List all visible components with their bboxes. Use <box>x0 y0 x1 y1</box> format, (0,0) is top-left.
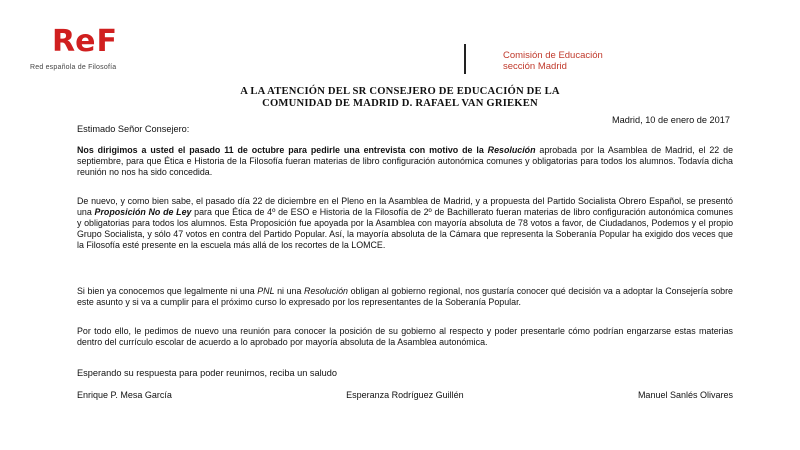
paragraph-2 <box>77 196 733 251</box>
commission-name <box>503 50 603 72</box>
paragraph-4 <box>77 326 733 348</box>
paragraph-3 <box>77 286 733 308</box>
p4-text: Por todo ello, le pedimos de nuevo una reunión para conocer la posición de su gobierno al respecto y poder presentarle cómo podrían engarzarse estas materias dentro del currículo escolar de acuerdo a lo aprobado por mayoría absoluta de la Asamblea autonómica. <box>77 326 733 347</box>
commission-line2: sección Madrid <box>503 61 567 72</box>
p2-intro: De nuevo, y como bien sabe, el pasado día 22 de diciembre en el Pleno en la Asamblea de Madrid, y a propuesta del Partido Socialista Obrero Español, se presentó una <box>77 196 733 217</box>
heading-line2: COMUNIDAD DE MADRID D. RAFAEL VAN GRIEKEN <box>262 98 538 109</box>
p3-em1: PNL <box>257 286 275 296</box>
header-divider <box>464 44 466 74</box>
ref-logo <box>30 26 180 71</box>
p3-em2: Resolución <box>304 286 348 296</box>
salutation: Estimado Señor Consejero: <box>77 124 190 134</box>
p2-em1: Proposición No de Ley <box>94 207 192 217</box>
p1-em1: Resolución <box>487 145 536 155</box>
logo-subtitle: Red española de Filosofía <box>30 64 117 71</box>
signature-1: Enrique P. Mesa García <box>77 390 172 400</box>
logo-initial: R <box>52 24 76 59</box>
p2-rest: para que Ética de 4º de ESO e Historia de la Filosofía de 2º de Bachillerato fueran materias de libro configuración autonómica comunes y obligatorias para todos los alumnos. Esta Proposición fue apoyada por la Asamblea con mayoría absoluta de 78 votos a favor, de Ciudadanos, Podemos y el propio Grupo Socialista, y sólo 47 votos en contra del Partido Popular. Así, la mayoría absoluta de la Cámara que representa la Soberanía Popular ha exigido dos veces que la Filosofía esté presente en la escuela más allá de los recortes de la LOMCE. <box>77 207 733 250</box>
paragraph-1 <box>77 145 733 178</box>
signature-3: Manuel Sanlés Olivares <box>637 390 733 400</box>
p3-intro: Si bien ya conocemos que legalmente ni una <box>77 286 258 296</box>
p1-rest: aprobada por la Asamblea de Madrid, el 22 de septiembre, para que Ética e Historia de la Filosofía fueran materias de libro configuración autonómica comunes y obligatorias para todos los alumnos. Todavía dicha reunión no nos ha sido concedida. <box>77 145 734 177</box>
p3-mid: ni una <box>274 286 305 296</box>
signature-2: Esperanza Rodríguez Guillén <box>346 390 464 400</box>
logo-wordmark <box>30 26 180 58</box>
logo-rest: eF <box>75 24 118 59</box>
closing-line: Esperando su respuesta para poder reunirnos, reciba un saludo <box>77 368 337 378</box>
p1-intro: Nos dirigimos a usted el pasado 11 de octubre para pedirle una entrevista con motivo de la <box>77 145 488 155</box>
p3-rest: obligan al gobierno regional, nos gustaría conocer qué decisión va a adoptar la Consejería sobre este asunto y si va a cumplir para el próximo curso lo expresado por los representantes de la Soberanía Popular. <box>77 286 733 307</box>
letter-date: Madrid, 10 de enero de 2017 <box>612 115 730 125</box>
heading-line1: A LA ATENCIÓN DEL SR CONSEJERO DE EDUCACIÓN DE LA <box>240 86 560 97</box>
letter-heading <box>0 86 800 110</box>
signatures <box>77 390 733 400</box>
commission-line1: Comisión de Educación <box>503 50 603 61</box>
